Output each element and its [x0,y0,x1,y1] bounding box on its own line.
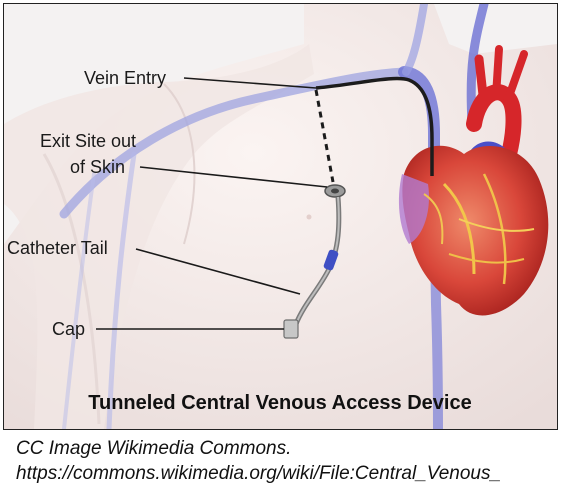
label-cap: Cap [52,319,86,339]
image-credit-caption [16,436,556,486]
diagram-figure [3,3,558,430]
label-vein-entry: Vein Entry [84,68,167,88]
label-catheter-tail: Catheter Tail [7,238,108,258]
label-exit-site-line1: Exit Site out [40,131,137,151]
label-exit-site-line2: of Skin [70,157,126,177]
caption-line-2: https://commons.wikimedia.org/wiki/File:Central_Venous_ [16,463,502,484]
diagram-title: Tunneled Central Venous Access Device [88,392,472,414]
caption-line-1: CC Image Wikimedia Commons. [16,438,292,459]
